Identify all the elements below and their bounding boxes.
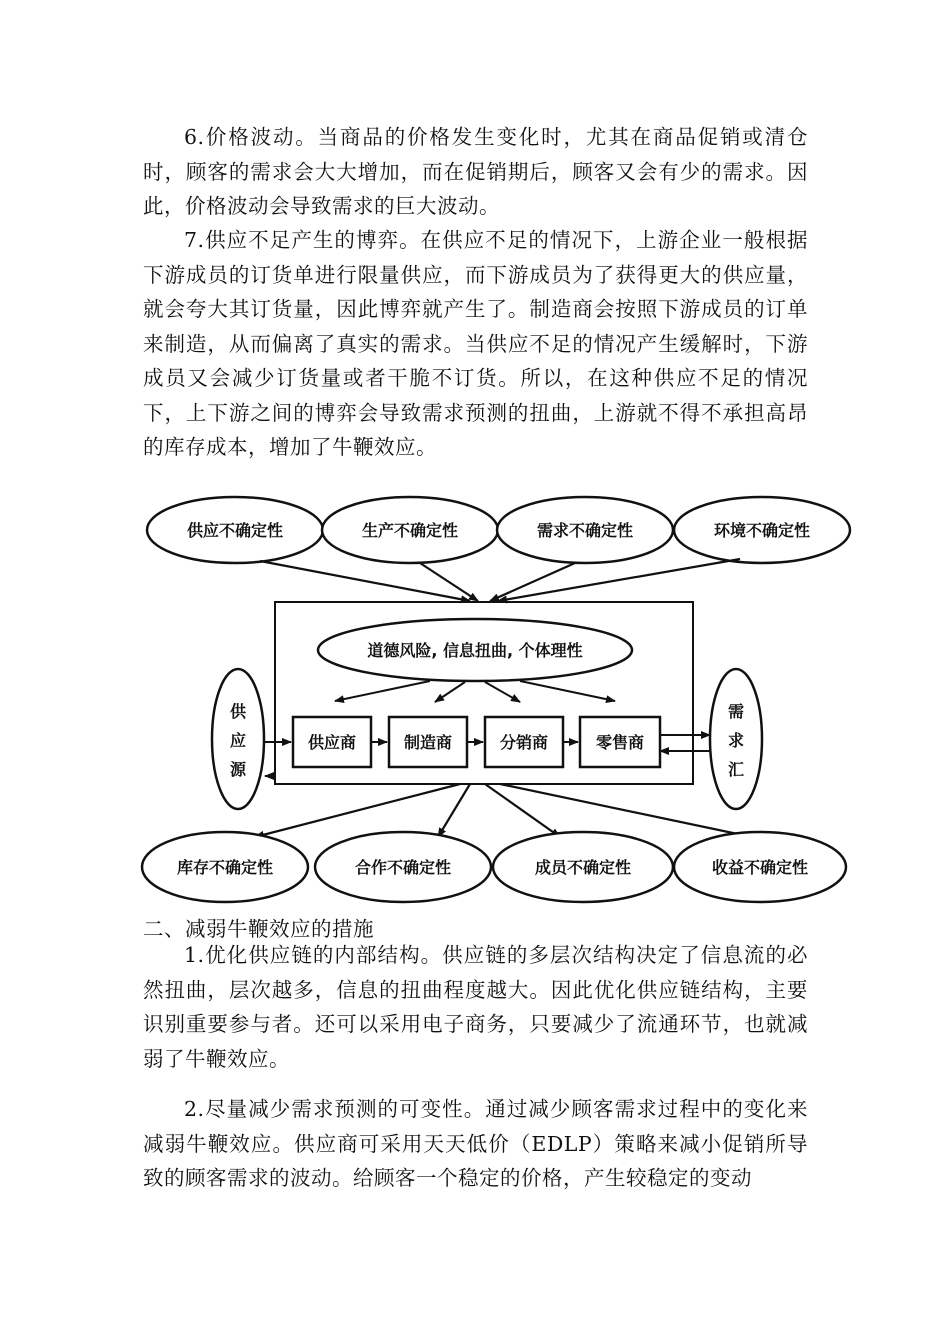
top-uncertainty-nodes	[147, 497, 850, 563]
node-distributor-label: 分销商	[499, 733, 549, 752]
node-demand-sink-label-1: 需	[727, 702, 745, 721]
node-supplier-label: 供应商	[307, 733, 357, 752]
node-cooperation-uncertainty-label: 合作不确定性	[354, 858, 452, 877]
node-supply-source-label-1: 供	[229, 702, 247, 721]
node-demand-uncertainty-label: 需求不确定性	[536, 521, 634, 540]
node-production-uncertainty-label: 生产不确定性	[361, 521, 459, 540]
node-member-uncertainty-label: 成员不确定性	[534, 858, 632, 877]
node-supply-source-label-2: 应	[229, 731, 247, 750]
node-demand-sink-label-3: 汇	[727, 760, 745, 779]
bottom-arrows	[255, 784, 752, 837]
top-arrows	[260, 559, 740, 601]
paragraph-supply-shortage-game: 7.供应不足产生的博弈。在供应不足的情况下，上游企业一般根据下游成员的订货单进行限量供应，而下游成员为了获得更大的供应量，就会夸大其订货量，因此博弈就产生了。制造商会按照下游成员的订单来制造，从而偏离了真实的需求。当供应不足的情况产生缓解时，下游成员又会减少订货量或者干脆不订货。所以，在这种供应不足的情况下，上下游之间的博弈会导致需求预测的扭曲，上游就不得不承担高昂的库存成本，增加了牛鞭效应。	[143, 228, 808, 459]
node-supply-uncertainty-label: 供应不确定性	[186, 521, 284, 540]
paragraph-optimize-structure: 1.优化供应链的内部结构。供应链的多层次结构决定了信息流的必然扭曲，层次越多，信息的扭曲程度越大。因此优化供应链结构，主要识别重要参与者。还可以采用电子商务，只要减少了流通环节，也就减弱了牛鞭效应。	[143, 943, 808, 1071]
section-heading: 二、减弱牛鞭效应的措施	[143, 917, 374, 941]
node-retailer-label: 零售商	[595, 733, 645, 752]
node-environment-uncertainty-label: 环境不确定性	[713, 521, 811, 540]
node-demand-sink-label-2: 求	[727, 731, 745, 750]
uncertainty-diagram	[140, 495, 852, 907]
node-supply-source-label-3: 源	[229, 760, 247, 779]
node-manufacturer-label: 制造商	[403, 733, 453, 752]
center-arrows	[335, 681, 615, 702]
paragraph-price-fluctuation: 6.价格波动。当商品的价格发生变化时，尤其在商品促销或清仓时，顾客的需求会大大增加，而在促销期后，顾客又会有少的需求。因此，价格波动会导致需求的巨大波动。	[143, 125, 808, 218]
node-profit-uncertainty-label: 收益不确定性	[711, 858, 809, 877]
node-inventory-uncertainty-label: 库存不确定性	[176, 858, 274, 877]
bottom-uncertainty-nodes	[142, 832, 846, 902]
node-moral-hazard-label: 道德风险, 信息扭曲, 个体理性	[367, 641, 583, 660]
paragraph-reduce-variability: 2.尽量减少需求预测的可变性。通过减少顾客需求过程中的变化来减弱牛鞭效应。供应商可采用天天低价（EDLP）策略来减小促销所导致的顾客需求的波动。给顾客一个稳定的价格，产生较稳定的变动	[143, 1097, 808, 1190]
